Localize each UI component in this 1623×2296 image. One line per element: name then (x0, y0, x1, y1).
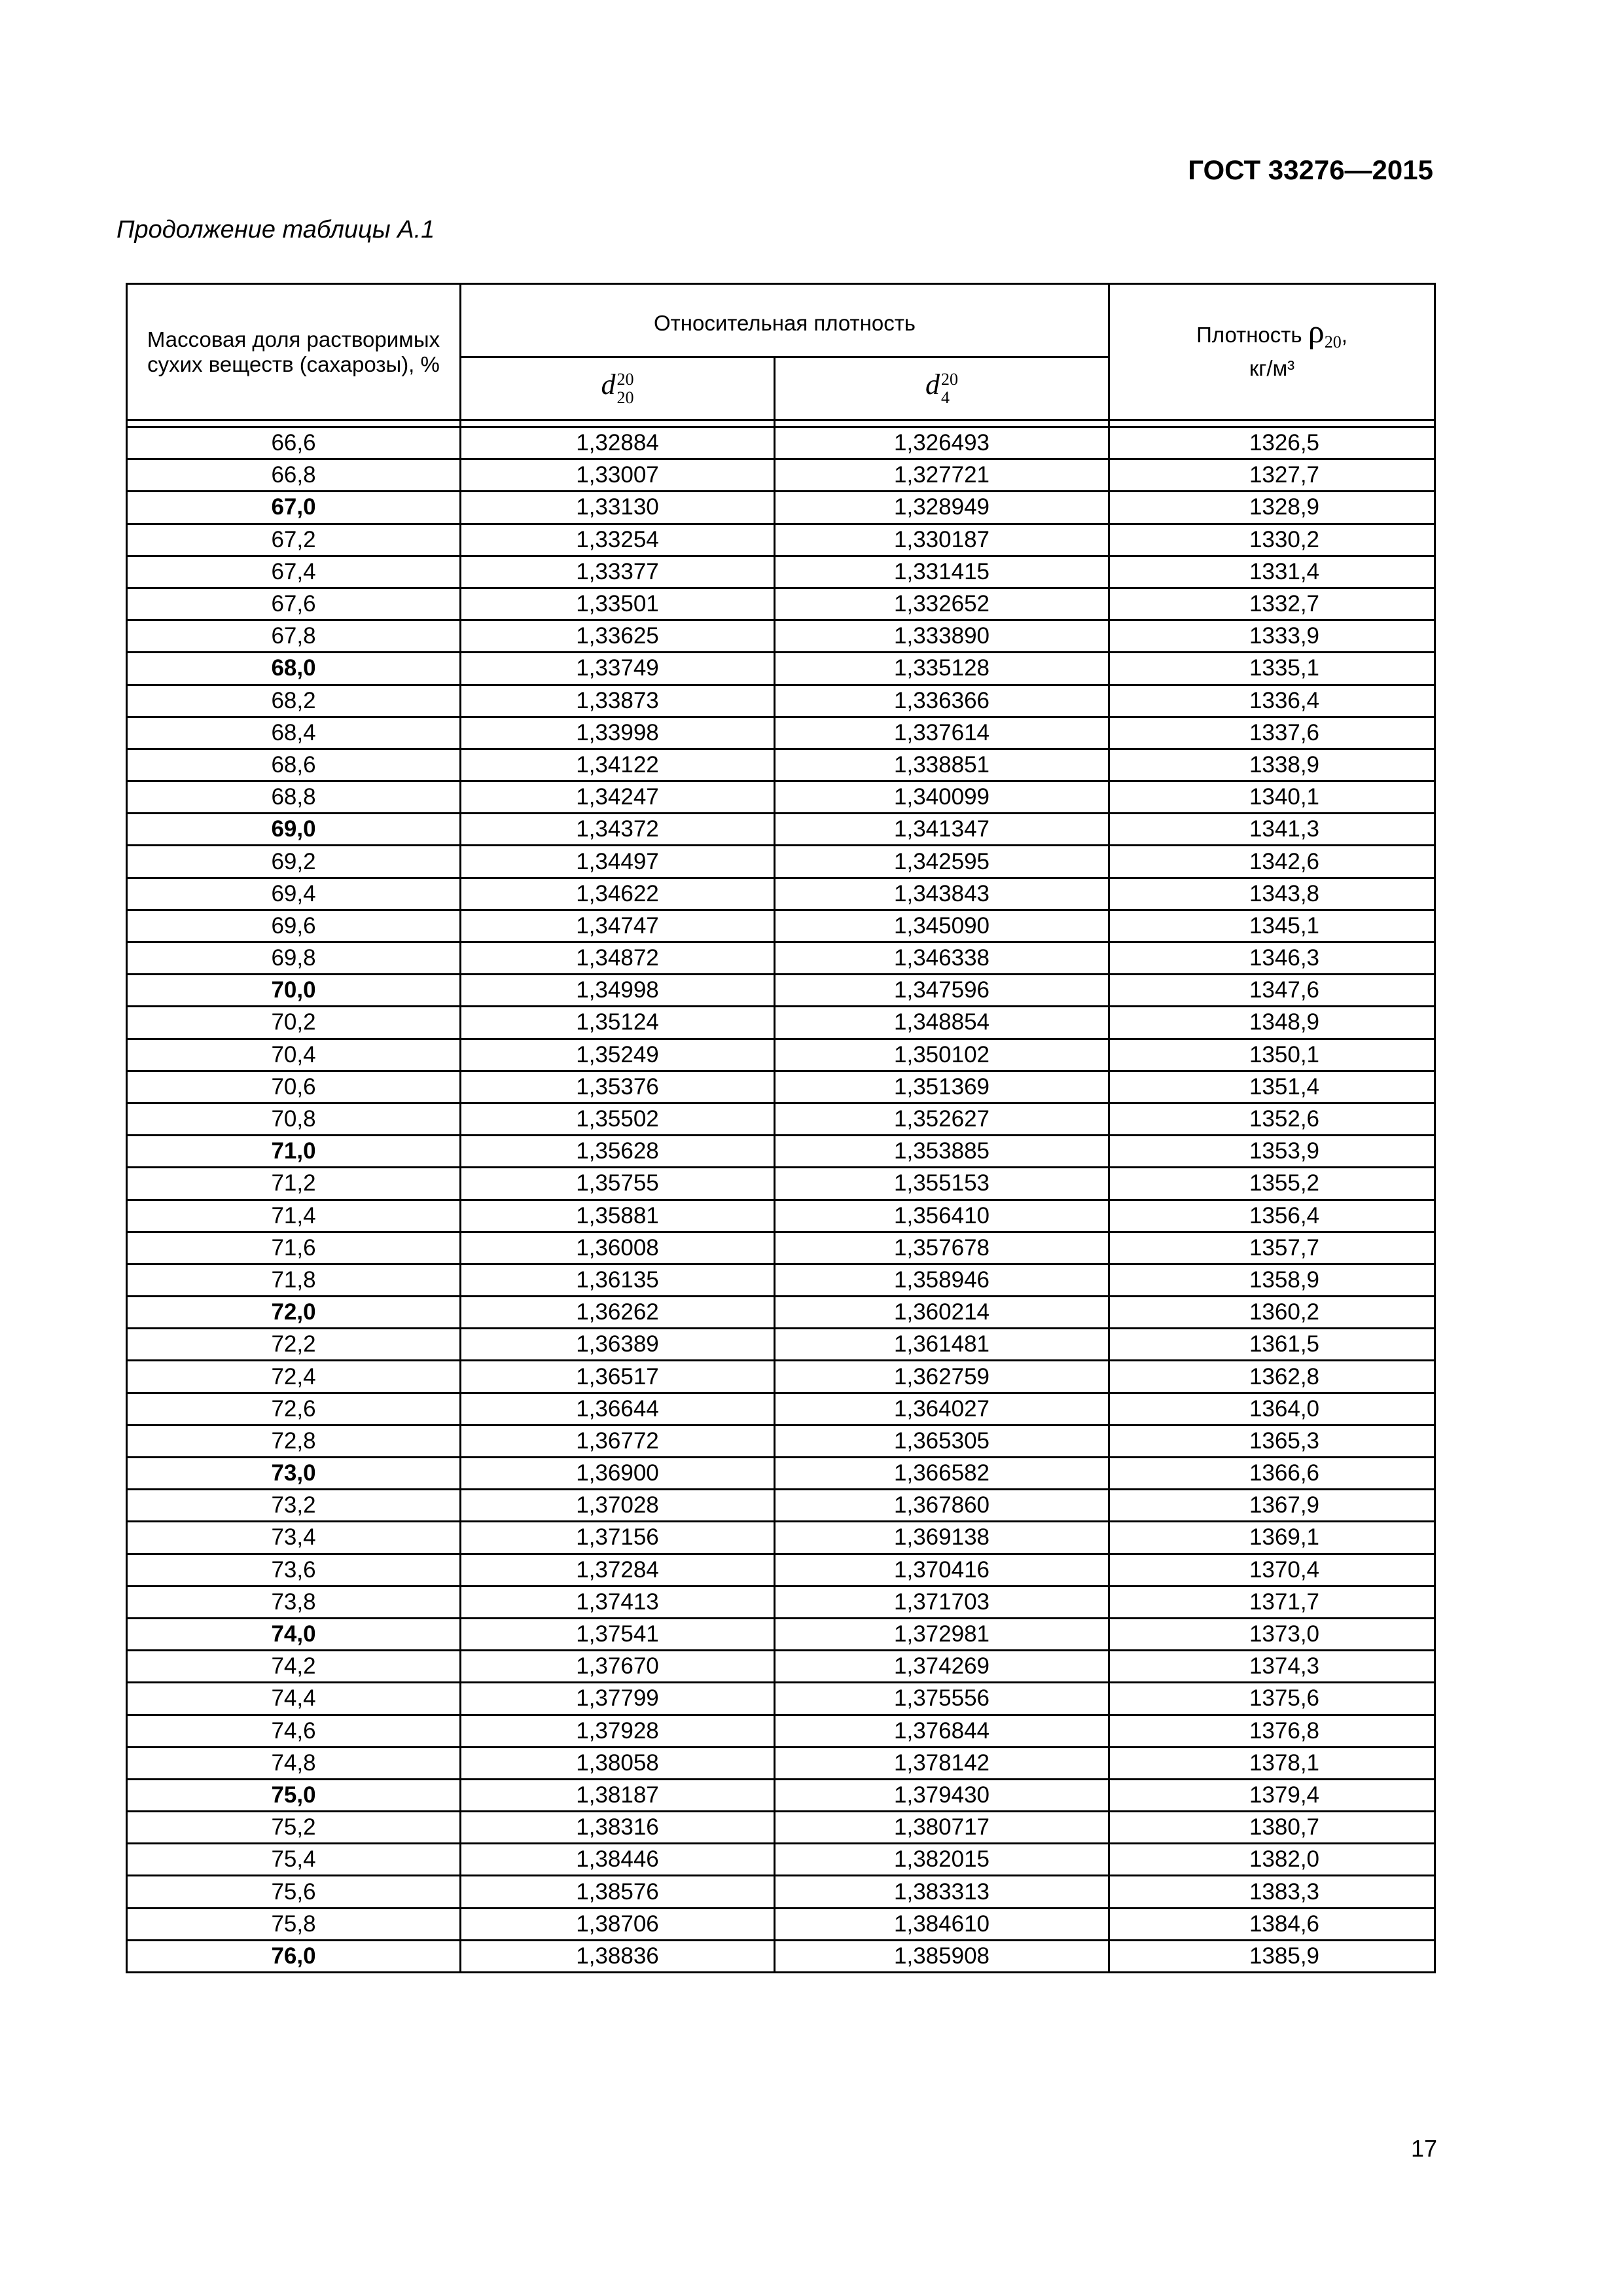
cell-d20-20: 1,36772 (461, 1425, 775, 1457)
cell-d20-4: 1,383313 (775, 1876, 1109, 1908)
cell-density: 1357,7 (1109, 1232, 1435, 1264)
header-density-symbol: ρ (1308, 313, 1325, 350)
cell-d20-4: 1,330187 (775, 524, 1109, 556)
table-row (127, 1393, 1435, 1425)
cell-density: 1337,6 (1109, 717, 1435, 749)
cell-d20-4: 1,355153 (775, 1168, 1109, 1200)
cell-d20-4: 1,376844 (775, 1715, 1109, 1747)
cell-d20-4: 1,327721 (775, 459, 1109, 492)
cell-d20-20: 1,33998 (461, 717, 775, 749)
table-row (127, 524, 1435, 556)
table-row (127, 1490, 1435, 1522)
header-density-label: Плотность (1196, 323, 1302, 347)
table-row (127, 685, 1435, 717)
table-row (127, 492, 1435, 524)
cell-density: 1341,3 (1109, 814, 1435, 846)
table-row (127, 1297, 1435, 1329)
cell-concentration: 69,8 (127, 942, 461, 975)
cell-d20-20: 1,36262 (461, 1297, 775, 1329)
cell-d20-20: 1,36517 (461, 1361, 775, 1393)
cell-d20-20: 1,38836 (461, 1940, 775, 1972)
cell-d20-4: 1,374269 (775, 1651, 1109, 1683)
cell-concentration: 75,0 (127, 1779, 461, 1811)
cell-d20-20: 1,37541 (461, 1618, 775, 1650)
cell-concentration: 69,2 (127, 846, 461, 878)
header-d20-20 (461, 357, 775, 420)
cell-density: 1369,1 (1109, 1522, 1435, 1554)
table-row (127, 1683, 1435, 1715)
cell-d20-4: 1,366582 (775, 1458, 1109, 1490)
cell-density: 1352,6 (1109, 1103, 1435, 1135)
cell-d20-20: 1,33501 (461, 588, 775, 620)
header-separator (127, 420, 1435, 427)
cell-density: 1326,5 (1109, 427, 1435, 459)
cell-density: 1332,7 (1109, 588, 1435, 620)
cell-d20-20: 1,38706 (461, 1908, 775, 1940)
cell-density: 1348,9 (1109, 1007, 1435, 1039)
cell-density: 1336,4 (1109, 685, 1435, 717)
cell-d20-4: 1,332652 (775, 588, 1109, 620)
cell-concentration: 70,0 (127, 975, 461, 1007)
cell-d20-20: 1,37413 (461, 1586, 775, 1618)
cell-concentration: 66,8 (127, 459, 461, 492)
table-row (127, 1232, 1435, 1264)
cell-d20-4: 1,335128 (775, 653, 1109, 685)
cell-d20-20: 1,34747 (461, 910, 775, 942)
cell-d20-4: 1,365305 (775, 1425, 1109, 1457)
header-relative-density: Относительная плотность (461, 284, 1109, 357)
table-row (127, 1103, 1435, 1135)
page-number: 17 (1410, 2135, 1437, 2162)
cell-density: 1335,1 (1109, 653, 1435, 685)
table-row (127, 942, 1435, 975)
cell-d20-20: 1,32884 (461, 427, 775, 459)
cell-density: 1350,1 (1109, 1039, 1435, 1071)
cell-d20-4: 1,346338 (775, 942, 1109, 975)
cell-concentration: 74,6 (127, 1715, 461, 1747)
cell-concentration: 73,4 (127, 1522, 461, 1554)
cell-d20-20: 1,36008 (461, 1232, 775, 1264)
cell-concentration: 69,0 (127, 814, 461, 846)
cell-d20-20: 1,34998 (461, 975, 775, 1007)
cell-density: 1340,1 (1109, 781, 1435, 814)
header-d20-4 (775, 357, 1109, 420)
cell-concentration: 69,4 (127, 878, 461, 910)
cell-d20-20: 1,36389 (461, 1329, 775, 1361)
cell-density: 1351,4 (1109, 1071, 1435, 1103)
cell-d20-20: 1,35376 (461, 1071, 775, 1103)
header-d20-4-base: d (925, 368, 940, 401)
cell-d20-4: 1,360214 (775, 1297, 1109, 1329)
cell-d20-4: 1,347596 (775, 975, 1109, 1007)
cell-d20-4: 1,367860 (775, 1490, 1109, 1522)
cell-density: 1384,6 (1109, 1908, 1435, 1940)
cell-d20-20: 1,37156 (461, 1522, 775, 1554)
table-row (127, 975, 1435, 1007)
cell-density: 1328,9 (1109, 492, 1435, 524)
standard-designation: ГОСТ 33276—2015 (1188, 154, 1433, 185)
cell-d20-4: 1,345090 (775, 910, 1109, 942)
cell-d20-20: 1,33625 (461, 620, 775, 653)
cell-concentration: 72,6 (127, 1393, 461, 1425)
cell-d20-20: 1,36135 (461, 1264, 775, 1296)
table-row (127, 910, 1435, 942)
cell-d20-4: 1,350102 (775, 1039, 1109, 1071)
cell-density: 1370,4 (1109, 1554, 1435, 1586)
cell-d20-4: 1,372981 (775, 1618, 1109, 1650)
cell-concentration: 73,6 (127, 1554, 461, 1586)
header-d20-20-sup: 20 (616, 369, 634, 389)
cell-concentration: 75,8 (127, 1908, 461, 1940)
cell-d20-4: 1,385908 (775, 1940, 1109, 1972)
cell-density: 1330,2 (1109, 524, 1435, 556)
cell-d20-4: 1,331415 (775, 556, 1109, 588)
cell-d20-20: 1,38058 (461, 1747, 775, 1779)
cell-d20-4: 1,337614 (775, 717, 1109, 749)
cell-concentration: 75,4 (127, 1844, 461, 1876)
cell-d20-20: 1,37670 (461, 1651, 775, 1683)
header-density-comma: , (1341, 323, 1347, 347)
cell-density: 1342,6 (1109, 846, 1435, 878)
cell-density: 1374,3 (1109, 1651, 1435, 1683)
cell-density: 1375,6 (1109, 1683, 1435, 1715)
cell-d20-20: 1,38446 (461, 1844, 775, 1876)
cell-d20-4: 1,356410 (775, 1200, 1109, 1232)
cell-concentration: 68,2 (127, 685, 461, 717)
cell-d20-20: 1,38576 (461, 1876, 775, 1908)
cell-d20-4: 1,352627 (775, 1103, 1109, 1135)
table-row (127, 781, 1435, 814)
cell-density: 1361,5 (1109, 1329, 1435, 1361)
cell-d20-4: 1,353885 (775, 1136, 1109, 1168)
cell-d20-4: 1,384610 (775, 1908, 1109, 1940)
cell-concentration: 68,0 (127, 653, 461, 685)
table-row (127, 1715, 1435, 1747)
header-d20-20-sub: 20 (616, 387, 634, 407)
table-row (127, 1844, 1435, 1876)
cell-concentration: 71,0 (127, 1136, 461, 1168)
cell-concentration: 75,2 (127, 1812, 461, 1844)
cell-concentration: 70,4 (127, 1039, 461, 1071)
cell-d20-20: 1,37284 (461, 1554, 775, 1586)
table-row (127, 427, 1435, 459)
cell-concentration: 72,8 (127, 1425, 461, 1457)
cell-concentration: 68,8 (127, 781, 461, 814)
table-row (127, 588, 1435, 620)
cell-concentration: 66,6 (127, 427, 461, 459)
header-d20-4-sub: 4 (941, 387, 950, 407)
cell-concentration: 73,0 (127, 1458, 461, 1490)
cell-density: 1345,1 (1109, 910, 1435, 942)
header-density-unit: кг/м³ (1249, 356, 1295, 380)
cell-d20-20: 1,38187 (461, 1779, 775, 1811)
cell-d20-20: 1,35124 (461, 1007, 775, 1039)
cell-concentration: 73,8 (127, 1586, 461, 1618)
header-density-subscript: 20 (1324, 332, 1342, 351)
cell-d20-20: 1,37928 (461, 1715, 775, 1747)
cell-d20-4: 1,378142 (775, 1747, 1109, 1779)
table-row (127, 814, 1435, 846)
cell-d20-4: 1,333890 (775, 620, 1109, 653)
table-row (127, 1522, 1435, 1554)
table-row (127, 1200, 1435, 1232)
cell-density: 1379,4 (1109, 1779, 1435, 1811)
table-row (127, 1908, 1435, 1940)
cell-density: 1338,9 (1109, 749, 1435, 781)
cell-density: 1371,7 (1109, 1586, 1435, 1618)
cell-concentration: 68,4 (127, 717, 461, 749)
cell-density: 1346,3 (1109, 942, 1435, 975)
table-body (127, 427, 1435, 1973)
table-row (127, 1039, 1435, 1071)
cell-d20-20: 1,34622 (461, 878, 775, 910)
header-density (1109, 284, 1435, 420)
table-row (127, 1264, 1435, 1296)
table-row (127, 1168, 1435, 1200)
cell-d20-4: 1,357678 (775, 1232, 1109, 1264)
cell-d20-4: 1,379430 (775, 1779, 1109, 1811)
cell-density: 1367,9 (1109, 1490, 1435, 1522)
cell-concentration: 76,0 (127, 1940, 461, 1972)
cell-concentration: 70,8 (127, 1103, 461, 1135)
cell-d20-4: 1,371703 (775, 1586, 1109, 1618)
table-row (127, 1651, 1435, 1683)
cell-d20-4: 1,375556 (775, 1683, 1109, 1715)
cell-density: 1355,2 (1109, 1168, 1435, 1200)
cell-concentration: 71,8 (127, 1264, 461, 1296)
table-row (127, 459, 1435, 492)
table-row (127, 1618, 1435, 1650)
cell-d20-20: 1,37028 (461, 1490, 775, 1522)
table-row (127, 1007, 1435, 1039)
cell-d20-20: 1,34372 (461, 814, 775, 846)
cell-d20-4: 1,338851 (775, 749, 1109, 781)
cell-density: 1353,9 (1109, 1136, 1435, 1168)
cell-d20-4: 1,351369 (775, 1071, 1109, 1103)
cell-d20-4: 1,361481 (775, 1329, 1109, 1361)
table-row (127, 717, 1435, 749)
cell-concentration: 74,0 (127, 1618, 461, 1650)
table-row (127, 1940, 1435, 1972)
cell-concentration: 74,2 (127, 1651, 461, 1683)
header-concentration: Массовая доля растворимых сухих веществ (сахарозы), % (127, 284, 461, 420)
cell-d20-20: 1,38316 (461, 1812, 775, 1844)
cell-d20-4: 1,343843 (775, 878, 1109, 910)
table-row (127, 1876, 1435, 1908)
cell-d20-4: 1,362759 (775, 1361, 1109, 1393)
cell-concentration: 67,6 (127, 588, 461, 620)
cell-concentration: 68,6 (127, 749, 461, 781)
cell-d20-20: 1,37799 (461, 1683, 775, 1715)
cell-concentration: 67,2 (127, 524, 461, 556)
cell-d20-4: 1,380717 (775, 1812, 1109, 1844)
cell-d20-20: 1,33130 (461, 492, 775, 524)
table-row (127, 1329, 1435, 1361)
cell-d20-20: 1,33749 (461, 653, 775, 685)
cell-concentration: 71,6 (127, 1232, 461, 1264)
cell-concentration: 70,2 (127, 1007, 461, 1039)
header-d20-4-sup: 20 (941, 369, 958, 389)
density-table (126, 283, 1436, 1973)
cell-concentration: 69,6 (127, 910, 461, 942)
cell-concentration: 71,2 (127, 1168, 461, 1200)
table-row (127, 1136, 1435, 1168)
cell-concentration: 73,2 (127, 1490, 461, 1522)
cell-concentration: 74,4 (127, 1683, 461, 1715)
table-row (127, 1458, 1435, 1490)
cell-d20-20: 1,34247 (461, 781, 775, 814)
cell-concentration: 75,6 (127, 1876, 461, 1908)
cell-density: 1331,4 (1109, 556, 1435, 588)
cell-density: 1376,8 (1109, 1715, 1435, 1747)
cell-d20-20: 1,36644 (461, 1393, 775, 1425)
cell-d20-4: 1,336366 (775, 685, 1109, 717)
cell-concentration: 67,0 (127, 492, 461, 524)
cell-concentration: 70,6 (127, 1071, 461, 1103)
table-row (127, 749, 1435, 781)
cell-d20-20: 1,35755 (461, 1168, 775, 1200)
cell-concentration: 67,4 (127, 556, 461, 588)
cell-d20-20: 1,33377 (461, 556, 775, 588)
cell-density: 1378,1 (1109, 1747, 1435, 1779)
cell-density: 1327,7 (1109, 459, 1435, 492)
cell-density: 1360,2 (1109, 1297, 1435, 1329)
cell-density: 1366,6 (1109, 1458, 1435, 1490)
cell-d20-20: 1,33873 (461, 685, 775, 717)
table-row (127, 1554, 1435, 1586)
table-row (127, 846, 1435, 878)
cell-d20-4: 1,369138 (775, 1522, 1109, 1554)
cell-density: 1380,7 (1109, 1812, 1435, 1844)
cell-d20-4: 1,358946 (775, 1264, 1109, 1296)
cell-density: 1365,3 (1109, 1425, 1435, 1457)
cell-concentration: 72,0 (127, 1297, 461, 1329)
cell-d20-4: 1,342595 (775, 846, 1109, 878)
cell-d20-4: 1,341347 (775, 814, 1109, 846)
cell-density: 1382,0 (1109, 1844, 1435, 1876)
table-row (127, 556, 1435, 588)
cell-density: 1358,9 (1109, 1264, 1435, 1296)
table-row (127, 620, 1435, 653)
table-row (127, 1361, 1435, 1393)
cell-d20-20: 1,36900 (461, 1458, 775, 1490)
cell-concentration: 74,8 (127, 1747, 461, 1779)
cell-density: 1373,0 (1109, 1618, 1435, 1650)
cell-density: 1362,8 (1109, 1361, 1435, 1393)
cell-density: 1343,8 (1109, 878, 1435, 910)
cell-d20-20: 1,33254 (461, 524, 775, 556)
cell-density: 1364,0 (1109, 1393, 1435, 1425)
cell-d20-20: 1,35249 (461, 1039, 775, 1071)
cell-density: 1383,3 (1109, 1876, 1435, 1908)
cell-d20-4: 1,328949 (775, 492, 1109, 524)
cell-d20-4: 1,326493 (775, 427, 1109, 459)
cell-d20-4: 1,348854 (775, 1007, 1109, 1039)
cell-concentration: 71,4 (127, 1200, 461, 1232)
cell-d20-20: 1,34122 (461, 749, 775, 781)
table-row (127, 653, 1435, 685)
cell-d20-4: 1,382015 (775, 1844, 1109, 1876)
table-row (127, 1779, 1435, 1811)
cell-d20-4: 1,364027 (775, 1393, 1109, 1425)
cell-concentration: 72,2 (127, 1329, 461, 1361)
cell-density: 1385,9 (1109, 1940, 1435, 1972)
table-row (127, 1747, 1435, 1779)
cell-d20-20: 1,35881 (461, 1200, 775, 1232)
cell-d20-4: 1,370416 (775, 1554, 1109, 1586)
cell-concentration: 67,8 (127, 620, 461, 653)
cell-d20-20: 1,34497 (461, 846, 775, 878)
header-d20-20-base: d (601, 368, 616, 401)
table-row (127, 1586, 1435, 1618)
table-row (127, 1812, 1435, 1844)
cell-d20-20: 1,33007 (461, 459, 775, 492)
cell-d20-20: 1,35628 (461, 1136, 775, 1168)
cell-density: 1356,4 (1109, 1200, 1435, 1232)
cell-d20-20: 1,35502 (461, 1103, 775, 1135)
cell-density: 1347,6 (1109, 975, 1435, 1007)
table-row (127, 878, 1435, 910)
cell-concentration: 72,4 (127, 1361, 461, 1393)
cell-d20-20: 1,34872 (461, 942, 775, 975)
cell-density: 1333,9 (1109, 620, 1435, 653)
table-row (127, 1071, 1435, 1103)
table-continuation-caption: Продолжение таблицы А.1 (116, 216, 435, 243)
table-header (127, 284, 1435, 427)
cell-d20-4: 1,340099 (775, 781, 1109, 814)
table-row (127, 1425, 1435, 1457)
